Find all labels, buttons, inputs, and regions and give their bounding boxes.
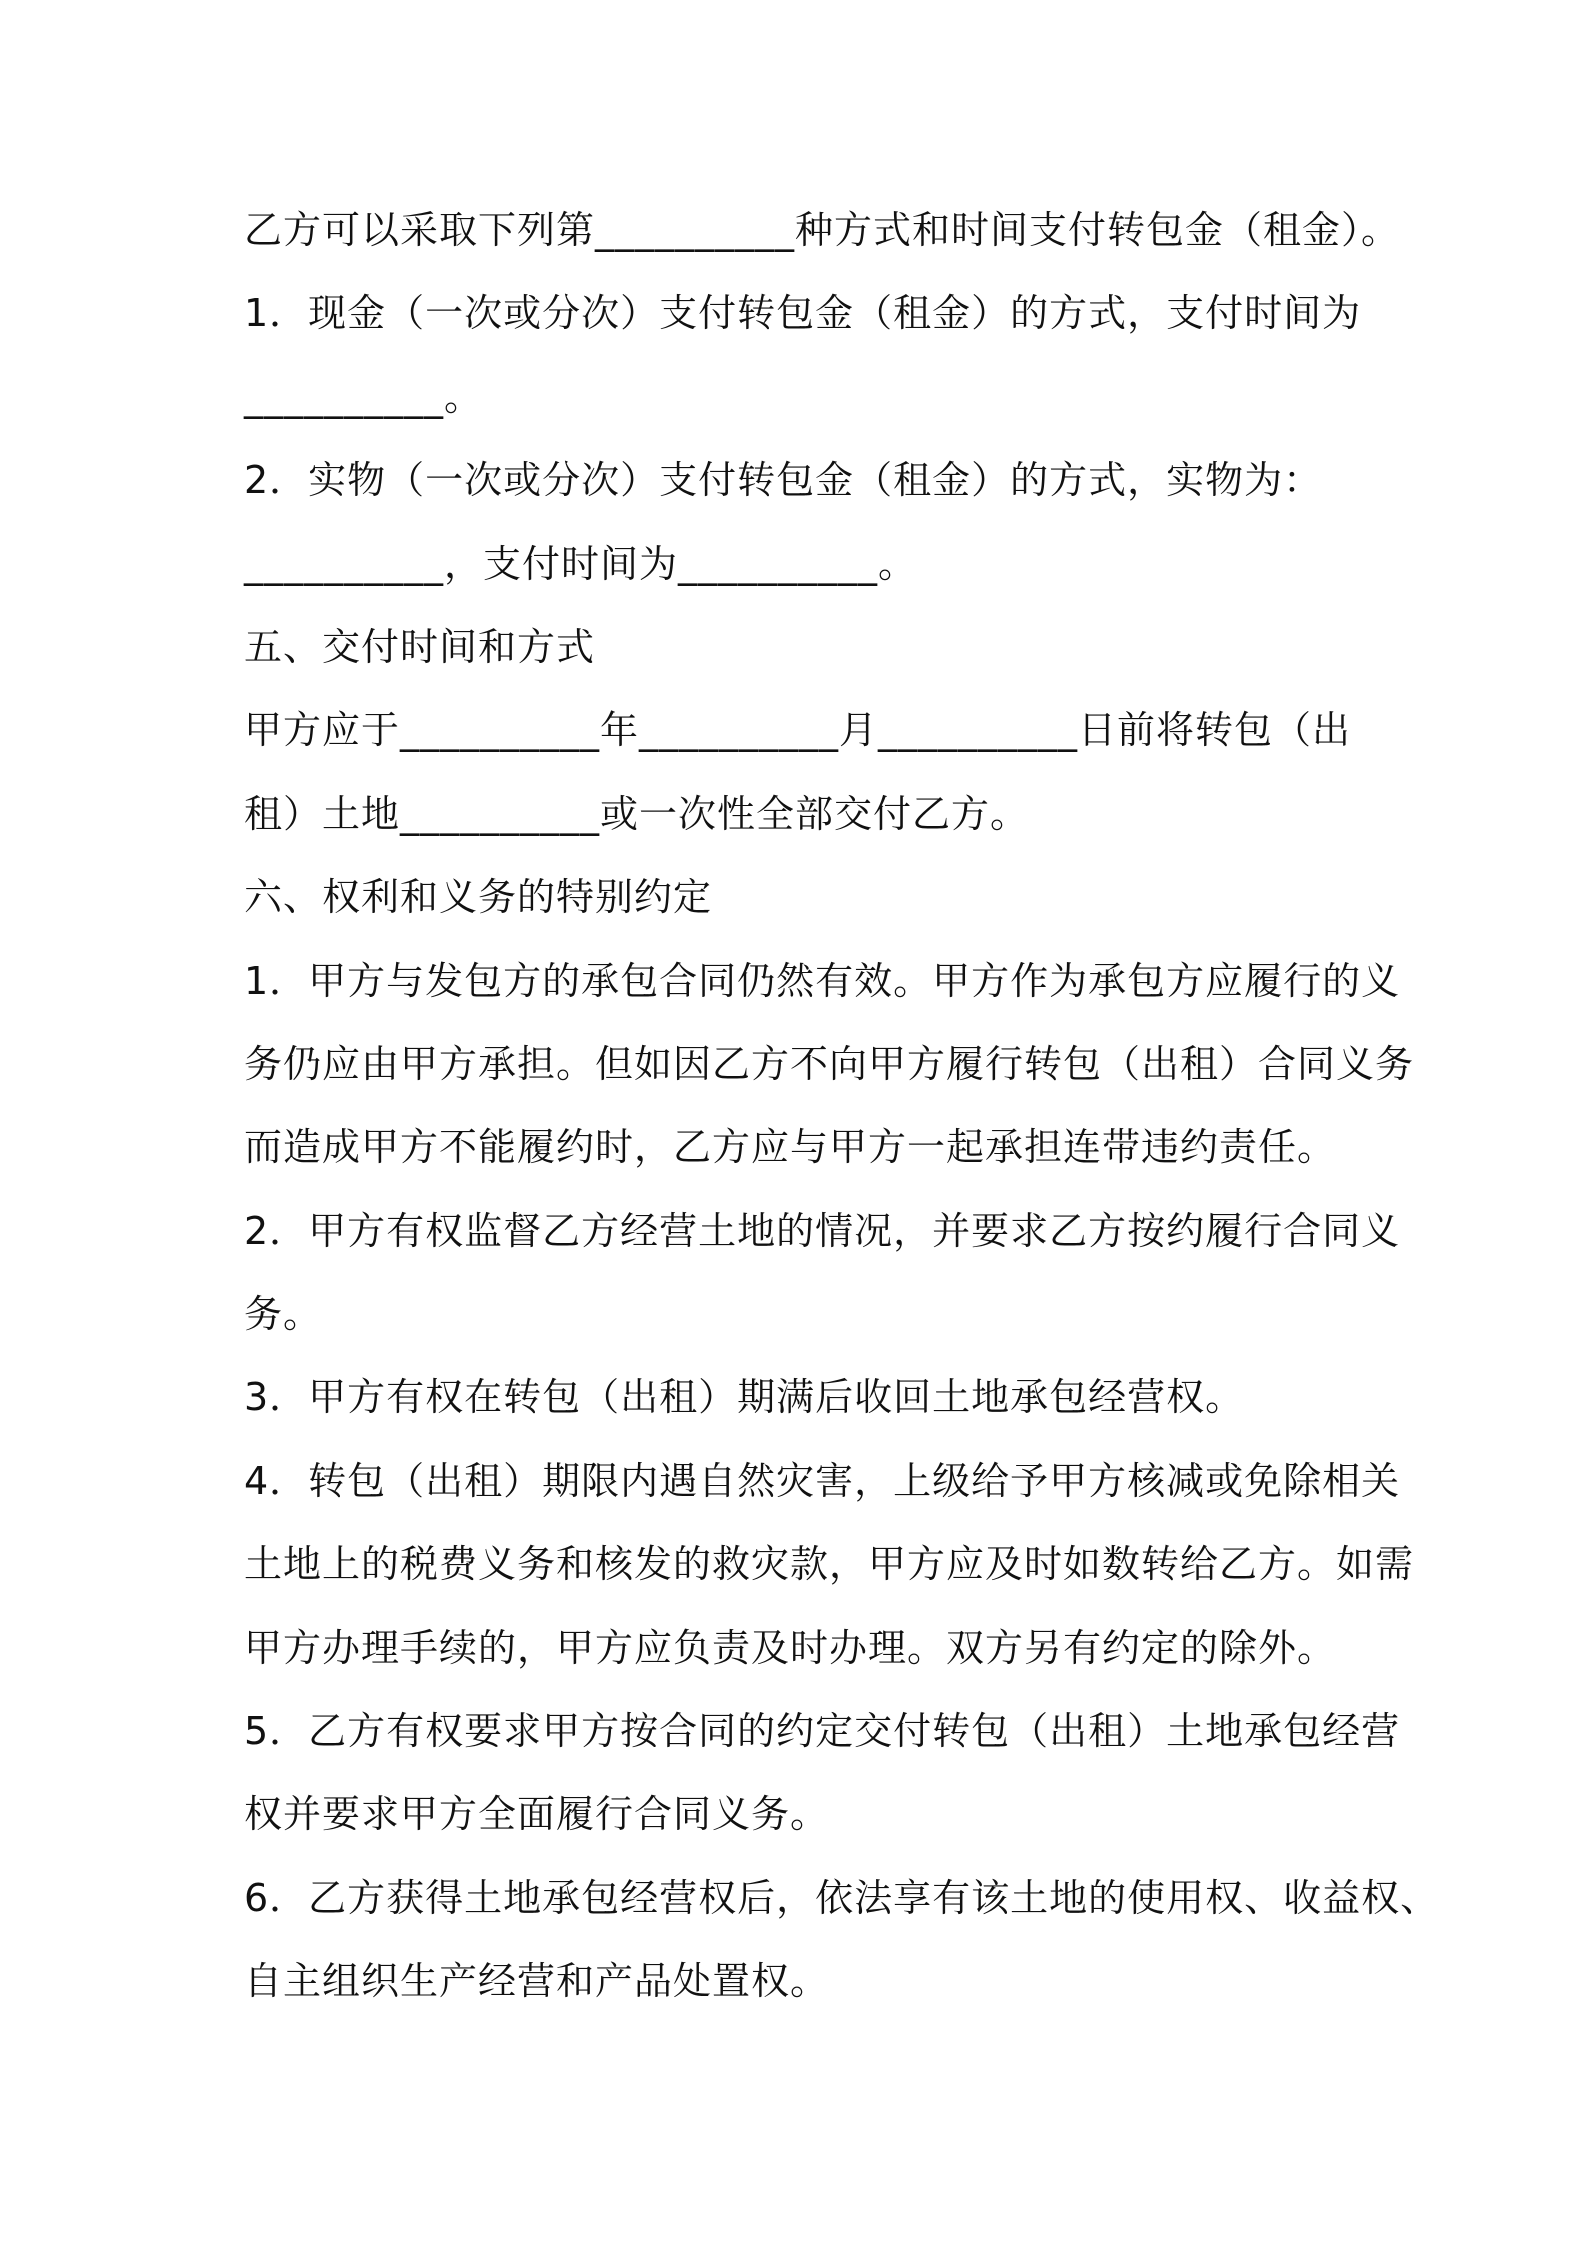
text-line: 2．实物（一次或分次）支付转包金（租金）的方式，实物为： — [244, 458, 1323, 503]
text-line: __________，支付时间为__________。 — [244, 541, 918, 586]
text-line: 务。 — [244, 1292, 323, 1337]
text-line: 6．乙方获得土地承包经营权后，依法享有该土地的使用权、收益权、 — [244, 1875, 1440, 1920]
text-line: 务仍应由甲方承担。但如因乙方不向甲方履行转包（出租）合同义务 — [244, 1041, 1415, 1086]
text-line: 1．甲方与发包方的承包合同仍然有效。甲方作为承包方应履行的义 — [244, 958, 1401, 1003]
text-line: __________。 — [244, 374, 484, 419]
text-line: 租）土地__________或一次性全部交付乙方。 — [244, 791, 1030, 836]
text-line: 1．现金（一次或分次）支付转包金（租金）的方式，支付时间为 — [244, 291, 1362, 336]
text-line: 自主组织生产经营和产品处置权。 — [244, 1959, 830, 2004]
text-line: 4．转包（出租）期限内遇自然灾害，上级给予甲方核减或免除相关 — [244, 1458, 1401, 1503]
text-line: 2．甲方有权监督乙方经营土地的情况，并要求乙方按约履行合同义 — [244, 1208, 1401, 1253]
text-line: 甲方办理手续的，甲方应负责及时办理。双方另有约定的除外。 — [244, 1625, 1337, 1670]
section-heading: 五、交付时间和方式 — [244, 624, 596, 669]
section-heading: 六、权利和义务的特别约定 — [244, 875, 713, 920]
text-line: 5．乙方有权要求甲方按合同的约定交付转包（出租）土地承包经营 — [244, 1709, 1401, 1754]
text-line: 权并要求甲方全面履行合同义务。 — [244, 1792, 830, 1837]
document-body — [244, 202, 1440, 2037]
text-line: 甲方应于__________年__________月__________日前将转包（出 — [244, 708, 1352, 753]
text-line: 乙方可以采取下列第__________种方式和时间支付转包金（租金）。 — [244, 208, 1401, 252]
text-line: 3．甲方有权在转包（出租）期满后收回土地承包经营权。 — [244, 1375, 1245, 1420]
text-line: 而造成甲方不能履约时，乙方应与甲方一起承担连带违约责任。 — [244, 1125, 1337, 1170]
text-line: 土地上的税费义务和核发的救灾款，甲方应及时如数转给乙方。如需 — [244, 1542, 1415, 1587]
